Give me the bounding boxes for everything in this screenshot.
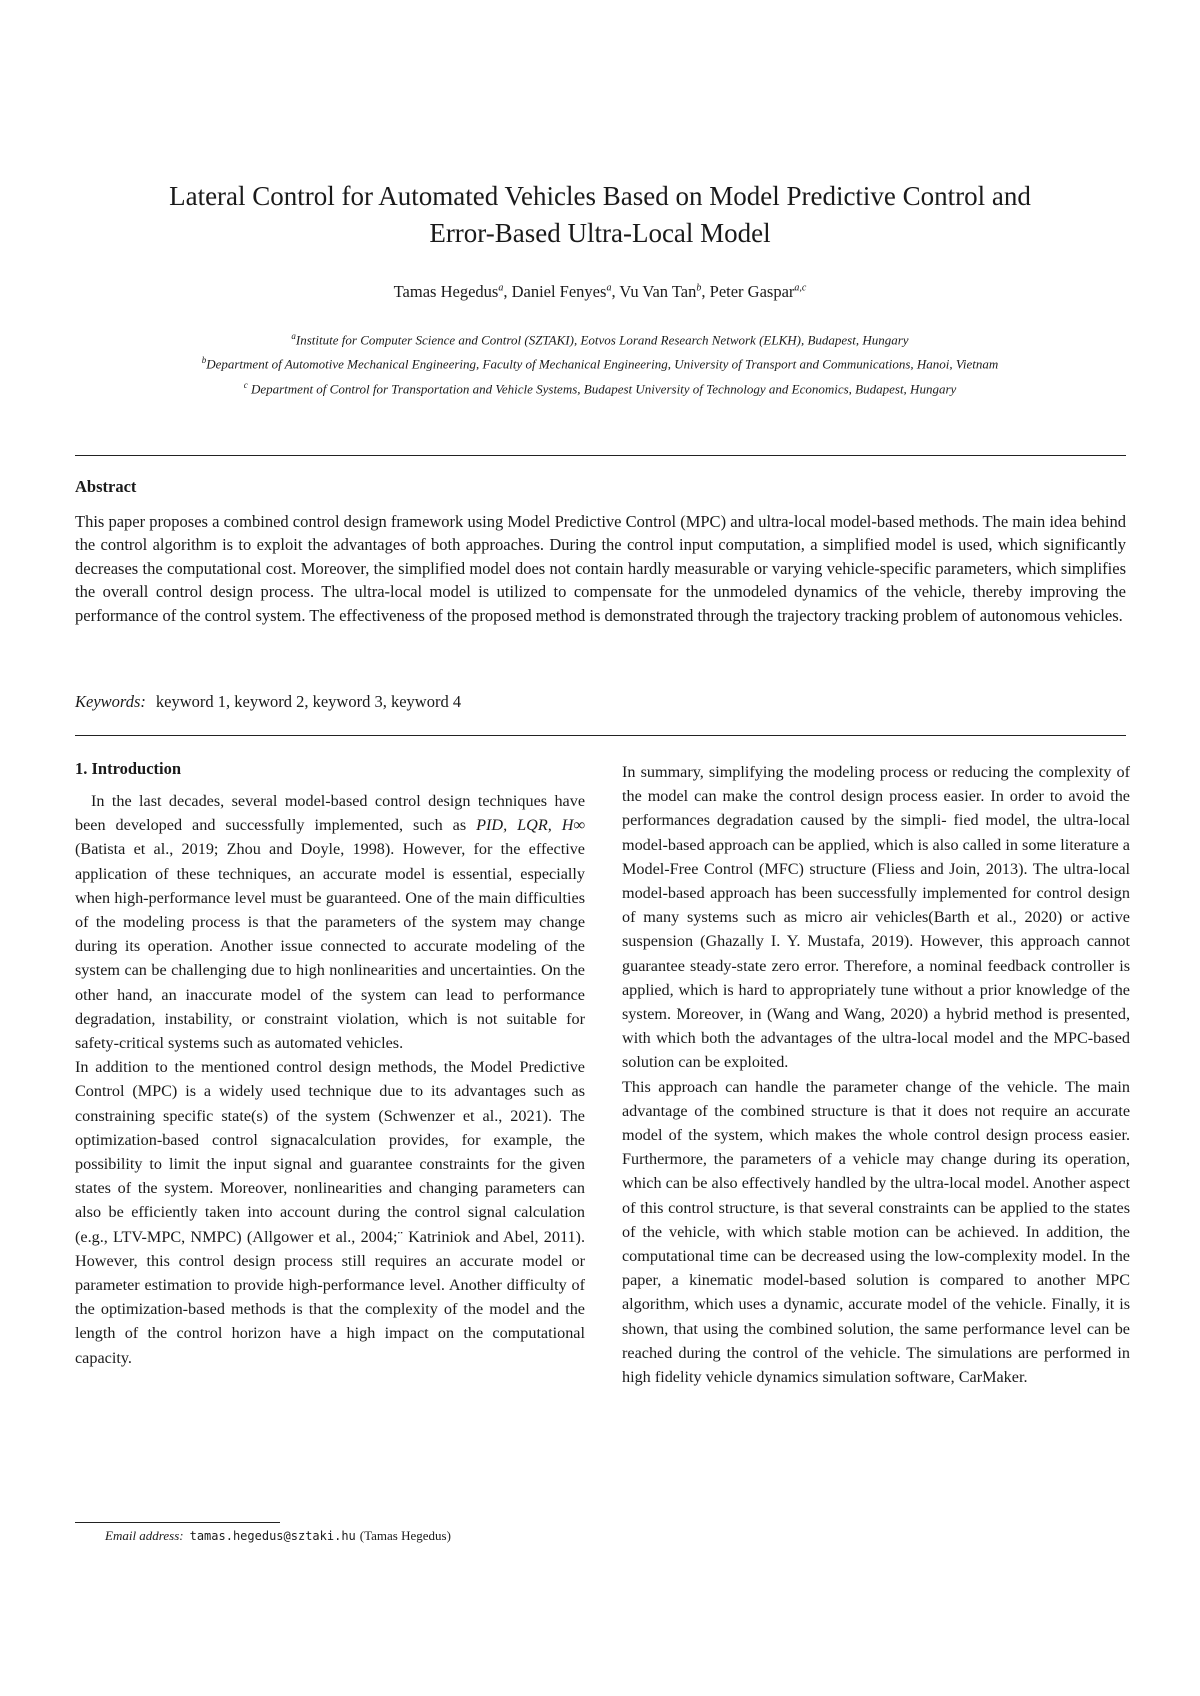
keywords-line: [75, 692, 461, 712]
affiliation-list: [60, 326, 1140, 399]
affiliation: [60, 375, 1140, 399]
author-name: Daniel Fenyes: [511, 282, 607, 301]
intro-text: In the last decades, several model-based control design techniques have been developed and successfully implemented, such as: [75, 792, 585, 835]
paper-title-line-2: Error-Based Ultra-Local Model: [429, 218, 771, 248]
paper-title: [100, 178, 1100, 252]
paper-title-line-1: Lateral Control for Automated Vehicles Based on Model Predictive Control and: [169, 181, 1031, 211]
section-heading: 1. Introduction: [75, 759, 182, 778]
author-name: Vu Van Tan: [619, 282, 697, 301]
author-affil-mark: a: [498, 282, 504, 294]
left-column: [75, 757, 585, 1370]
affiliation: [60, 350, 1140, 374]
bottom-divider: [75, 735, 1126, 736]
intro-paragraph-4: This approach can handle the parameter change of the vehicle. The main advantage of the combined structure is that it does not require an accurate model of the system, which makes the whole control design process easier. Furthermore, the parameters of a vehicle may change during its operation, which can be also effectively handled by the ultra-local model. Another aspect of this control structure, is that several constraints can be applied to the states of the vehicle, with which stable motion can be achieved. In addition, the computational time can be decreased using the low-complexity model. In the paper, a kinematic model-based solution is compared to another MPC algorithm, which uses a dynamic, accurate model of the vehicle. Finally, it is shown, that using the combined solution, the same performance level can be reached during the control of the vehicle. The simulations are performed in high fidelity vehicle dynamics simulation software, CarMaker.: [622, 1077, 1130, 1387]
author-name: Tamas Hegedus: [393, 282, 499, 301]
affiliation-text: Institute for Computer Science and Control (SZTAKI), Eotvos Lorand Research Network (ELKH), Budapest, Hungary: [295, 332, 909, 348]
author-affil-mark: b: [696, 282, 702, 294]
affiliation-text: Department of Control for Transportation and Vehicle Systems, Budapest University of Technology and Economics, Budapest, Hungary: [247, 380, 957, 396]
abstract-text: This paper proposes a combined control design framework using Model Predictive Control (MPC) and ultra-local model-based methods. The main idea behind the control algorithm is to exploit the advantages of both approaches. During the control input computation, a simplified model is used, which significantly decreases the computational cost. Moreover, the simplified model does not contain hardly measurable or varying vehicle-specific parameters, which simplifies the overall control design process. The ultra-local model is utilized to compensate for the unmodeled dynamics of the vehicle, thereby improving the performance of the control system. The effectiveness of the proposed method is demonstrated through the trajectory tracking problem of autonomous vehicles.: [75, 512, 1126, 625]
author-name: Peter Gaspar: [709, 282, 795, 301]
author-affil-mark: a: [606, 282, 612, 294]
keywords-text: keyword 1, keyword 2, keyword 3, keyword 4: [155, 692, 462, 711]
footnote-divider: [75, 1522, 280, 1523]
footnote-owner: (Tamas Hegedus): [359, 1528, 451, 1543]
abstract-heading: Abstract: [75, 477, 137, 496]
author-list: Tamas Hegedus$^a$, Daniel Fenyes$^a$, Vu Van Tan$^b$, Peter Gaspar$^{a,c}$: [393, 282, 807, 301]
affiliation-mark: b: [201, 355, 207, 366]
intro-paragraph-2: In addition to the mentioned control design methods, the Model Predictive Control (MPC) is a widely used technique due to its advantages such as constraining specific state(s) of the system (Schwenzer et al., 2021). The optimization-based control signacalculation provides, for example, the possibility to limit the input signal and guarantee constraints for the given states of the system. Moreover, nonlinearities and changing parameters can also be efficiently taken into account during the control signal calculation (e.g., LTV-MPC, NMPC) (Allgower et al., 2004;¨ Katriniok and Abel, 2011). However, this control design process still requires an accurate model or parameter estimation to provide high-performance level. Another difficulty of the optimization-based methods is that the complexity of the model and the length of the control horizon have a high impact on the computational capacity.: [75, 1058, 585, 1367]
right-column: [622, 760, 1130, 1389]
affiliation: [60, 326, 1140, 350]
affiliation-mark: c: [243, 379, 248, 390]
footnote-email[interactable]: tamas.hegedus@sztaki.hu: [189, 1529, 356, 1543]
intro-text: (Batista et al., 2019; Zhou and Doyle, 1998). However, for the effective application of these techniques, an accurate model is essential, especially when high-performance level must be guaranteed. One of the main difficulties of the modeling process is that the parameters of the system may change during its operation. Another issue connected to accurate modeling of the system can be challenging due to high nonlinearities and uncertainties. On the other hand, an inaccurate model of the system can lead to performance degradation, instability, or constraint violation, which is not suitable for safety-critical systems such as automated vehicles.: [75, 840, 585, 1053]
intro-math-terms: PID, LQR, H∞: [476, 816, 585, 835]
footnote-label: Email address:: [105, 1528, 184, 1543]
intro-paragraph-3: In summary, simplifying the modeling process or reducing the complexity of the model can make the control design process easier. In order to avoid the performances degradation caused by the simpli- fied model, the ultra-local model-based approach can be applied, which is also called in some literature a Model-Free Control (MFC) structure (Fliess and Join, 2013). The ultra-local model-based approach has been successfully implemented for control design of many systems such as micro air vehicles(Barth et al., 2020) or active suspension (Ghazally I. Y. Mustafa, 2019). However, this approach cannot guarantee steady-state zero error. Therefore, a nominal feedback controller is applied, which is hard to appropriately tune without a prior knowledge of the system. Moreover, in (Wang and Wang, 2020) a hybrid method is presented, with which both the advantages of the ultra-local model and the MPC-based solution can be exploited.: [622, 763, 1130, 1072]
footnote: [105, 1528, 451, 1544]
top-divider: [75, 455, 1126, 456]
affiliation-text: Department of Automotive Mechanical Engineering, Faculty of Mechanical Engineering, University of Transport and Communications, Hanoi, Vietnam: [206, 356, 999, 372]
affiliation-mark: a: [291, 331, 296, 341]
keywords-label: Keywords:: [75, 692, 146, 711]
author-affil-mark: a,c: [794, 282, 807, 294]
intro-paragraph-1: [75, 789, 585, 1055]
